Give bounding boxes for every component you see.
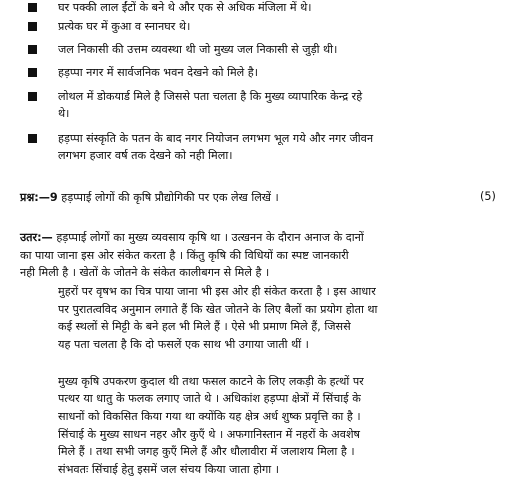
list-item-text: हड़प्पा संस्कृति के पतन के बाद नगर नियोजन लगभग भूल गये और नगर जीवन — [58, 132, 374, 145]
square-bullet-icon — [28, 45, 37, 54]
list-item-text: लगभग हजार वर्ष तक देखने को नही मिला। — [58, 148, 233, 162]
square-bullet-icon — [28, 134, 37, 143]
question-heading — [20, 190, 279, 205]
answer-line: नही मिली है । खेतों के जोतने के संकेत कालीबगन से मिले है । — [20, 266, 270, 279]
answer-line — [20, 230, 364, 245]
list-item — [58, 0, 510, 17]
answer-line: मिले हैं । तथा सभी जगह कुएँ मिले हैं और धौलावीरा में जलाशय मिला है । — [58, 445, 355, 458]
square-bullet-icon — [28, 22, 37, 31]
answer-line: यह पता चलता है कि दो फसलें एक साथ भी उगाया जाती थीं । — [58, 338, 309, 351]
answer-text: हड़प्पाई लोगों का मुख्य व्यवसाय कृषि था । उत्खनन के दौरान अनाज के दानों — [56, 231, 364, 244]
answer-line: संभवतः सिंचाई हेतु इसमें जल संचय किया जाता होगा । — [58, 463, 279, 476]
list-item-text: घर पक्की लाल ईंटों के बने थे और एक से अधिक मंजिला में थे। — [58, 1, 312, 14]
list-item — [58, 42, 510, 59]
answer-line: पर पुरातत्वविद अनुमान लगाते हैं कि खेत जोतने के लिए बैलों का प्रयोग होता था — [58, 303, 378, 316]
list-item — [58, 89, 510, 122]
list-item — [58, 19, 510, 36]
question-marks: (5) — [480, 190, 496, 203]
answer-line: साधनों को विकसित किया गया था क्योंकि यह क्षेत्र अर्ध शुष्क प्रवृत्ति का है । — [58, 410, 361, 423]
answer-line: सिंचाई के मुख्य साधन नहर और कुएँ थे । अफगानिस्तान में नहरों के अवशेष — [58, 428, 361, 441]
list-item — [58, 65, 510, 82]
square-bullet-icon — [28, 68, 37, 77]
answer-line: पत्थर या धातु के फलक लगाए जाते थे । अधिकांश हड़प्पा क्षेत्रों में सिंचाई के — [58, 392, 361, 405]
answer-line: का पाया जाना इस ओर संकेत करता है । किंतु कृषि की विधियों का स्पष्ट जानकारी — [20, 249, 349, 262]
answer-label: उतर:— — [20, 231, 53, 244]
list-item-text: प्रत्येक घर में कुआ व स्नानघर थे। — [58, 20, 191, 33]
list-item-text: लोथल में डोकयार्ड मिले है जिससे पता चलता है कि मुख्य व्यापारिक केन्द्र रहे — [58, 90, 363, 103]
answer-line: मुहरों पर वृषभ का चित्र पाया जाना भी इस ओर ही संकेत करता है । इस आधार — [58, 285, 376, 298]
square-bullet-icon — [28, 92, 37, 101]
list-item-text: थे। — [58, 106, 70, 120]
answer-line: कई स्थलों से मिट्टी के बने हल भी मिले हैं । ऐसे भी प्रमाण मिले हैं, जिससे — [58, 320, 351, 333]
list-item — [58, 131, 510, 164]
square-bullet-icon — [28, 3, 37, 12]
answer-line: मुख्य कृषि उपकरण कुदाल थी तथा फसल काटने के लिए लकड़ी के हत्थों पर — [58, 375, 364, 388]
question-text: हड़प्पाई लोगों की कृषि प्रौद्योगिकी पर एक लेख लिखें । — [61, 191, 279, 204]
list-item-text: जल निकासी की उत्तम व्यवस्था थी जो मुख्य जल निकासी से जुड़ी थी। — [58, 43, 338, 56]
question-label: प्रश्न:—9 — [20, 191, 58, 204]
list-item-text: हड़प्पा नगर में सार्वजनिक भवन देखने को मिले है। — [58, 66, 258, 79]
